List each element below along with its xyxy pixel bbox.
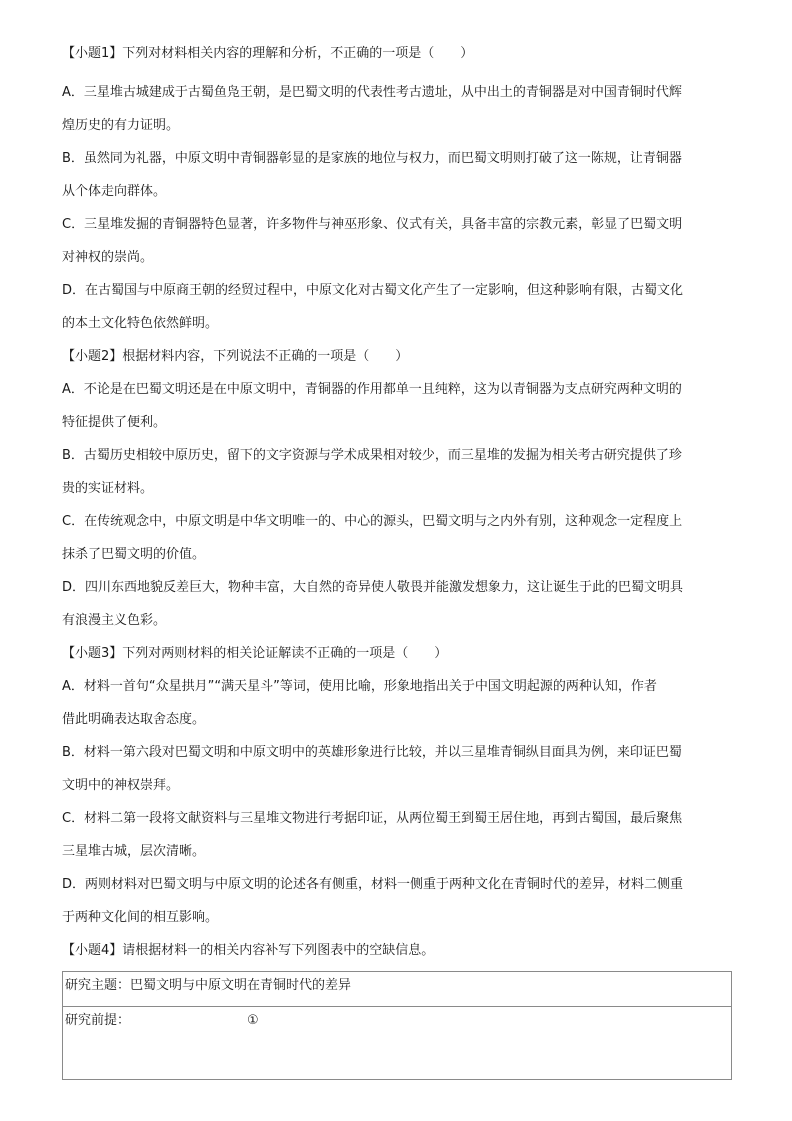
- option-line: 借此明确表达取舍态度。: [62, 712, 206, 727]
- question-1: [62, 43, 732, 340]
- option-line: A．不论是在巴蜀文明还是在中原文明中，青铜器的作用都单一且纯粹，这为以青铜器为支点研究两种文明的: [62, 382, 682, 397]
- option-d: [62, 868, 732, 934]
- option-a: [62, 373, 732, 439]
- option-c: [62, 505, 732, 571]
- research-premise-label: 研究前提：: [65, 1013, 131, 1028]
- option-a: [62, 670, 732, 736]
- option-d: [62, 274, 732, 340]
- option-b: [62, 736, 732, 802]
- question-3: [62, 637, 732, 934]
- option-line: B．虽然同为礼器，中原文明中青铜器彰显的是家族的地位与权力，而巴蜀文明则打破了这一陈规，让青铜器: [62, 151, 682, 166]
- option-line: 抹杀了巴蜀文明的价值。: [62, 547, 206, 562]
- option-line: 于两种文化间的相互影响。: [62, 910, 219, 925]
- option-line: 贵的实证材料。: [62, 481, 154, 496]
- option-line: C．三星堆发掘的青铜器特色显著，许多物件与神巫形象、仪式有关，具备丰富的宗教元素，彰显了巴蜀文明: [62, 217, 683, 232]
- option-c: [62, 802, 732, 868]
- question-2-stem: 【小题2】根据材料内容，下列说法不正确的一项是（ ）: [62, 349, 409, 364]
- question-2: [62, 340, 732, 637]
- option-line: 对神权的崇尚。: [62, 250, 154, 265]
- option-line: 文明中的神权崇拜。: [62, 778, 180, 793]
- option-line: 特征提供了便利。: [62, 415, 167, 430]
- option-line: 的本土文化特色依然鲜明。: [62, 316, 219, 331]
- option-line: 有浪漫主义色彩。: [62, 613, 167, 628]
- option-line: A．三星堆古城建成于古蜀鱼凫王朝，是巴蜀文明的代表性考古遗址，从中出土的青铜器是对中国青铜时代辉: [62, 85, 682, 100]
- option-line: B．古蜀历史相较中原历史，留下的文字资源与学术成果相对较少，而三星堆的发掘为相关考古研究提供了珍: [62, 448, 682, 463]
- option-line: 从个体走向群体。: [62, 184, 167, 199]
- research-topic-cell: 研究主题：巴蜀文明与中原文明在青铜时代的差异: [63, 972, 732, 1007]
- blank-marker-1: ①: [247, 1013, 259, 1028]
- option-b: [62, 439, 732, 505]
- question-content: [62, 41, 732, 1080]
- table-row: [63, 1007, 732, 1080]
- research-table: [62, 971, 732, 1080]
- option-line: D．在古蜀国与中原商王朝的经贸过程中，中原文化对古蜀文化产生了一定影响，但这种影响有限，古蜀文化: [62, 283, 684, 298]
- question-3-stem: 【小题3】下列对两则材料的相关论证解读不正确的一项是（ ）: [62, 646, 448, 661]
- option-line: D．两则材料对巴蜀文明与中原文明的论述各有侧重，材料一侧重于两种文化在青铜时代的差异，材料二侧重: [62, 877, 684, 892]
- option-b: [62, 142, 732, 208]
- question-4-stem: 【小题4】请根据材料一的相关内容补写下列图表中的空缺信息。: [62, 943, 435, 958]
- option-line: D．四川东西地貌反差巨大，物种丰富，大自然的奇异使人敬畏并能激发想象力，这让诞生于此的巴蜀文明具: [62, 580, 684, 595]
- option-c: [62, 208, 732, 274]
- option-line: B．材料一第六段对巴蜀文明和中原文明中的英雄形象进行比较，并以三星堆青铜纵目面具为例，来印证巴蜀: [62, 745, 682, 760]
- table-row: [63, 972, 732, 1007]
- option-a: [62, 76, 732, 142]
- option-line: A．材料一首句“众星拱月”“满天星斗”等词，使用比喻，形象地指出关于中国文明起源的两种认知，作者: [62, 679, 657, 694]
- question-4: [62, 934, 732, 1080]
- option-line: C．在传统观念中，中原文明是中华文明唯一的、中心的源头，巴蜀文明与之内外有别，这种观念一定程度上: [62, 514, 683, 529]
- option-line: 三星堆古城，层次清晰。: [62, 844, 206, 859]
- option-d: [62, 571, 732, 637]
- research-premise-cell[interactable]: [63, 1007, 732, 1080]
- question-1-stem: 【小题1】下列对材料相关内容的理解和分析，不正确的一项是（ ）: [62, 46, 474, 61]
- option-line: C．材料二第一段将文献资料与三星堆文物进行考据印证，从两位蜀王到蜀王居住地，再到古蜀国，最后聚焦: [62, 811, 683, 826]
- option-line: 煌历史的有力证明。: [62, 118, 180, 133]
